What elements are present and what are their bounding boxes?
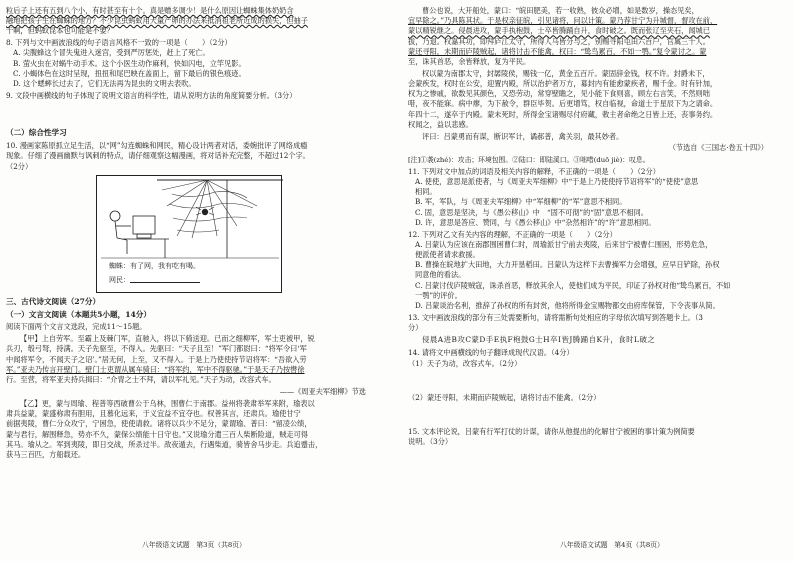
netizen-figure-icon: [110, 211, 131, 254]
netizen-dialogue: [109, 276, 200, 286]
q10-line: （2分）: [6, 161, 33, 171]
netizen-answer-blank[interactable]: [130, 276, 200, 283]
jia-source: ——《周亚夫军细柳》节选: [279, 386, 366, 396]
yi-cont-line: 宜早除之。”乃具陈其状。于是权亲征皖，引见诸将，问以计策。蒙乃荐甘宁为升城督，督攻在前，: [408, 16, 718, 26]
yi-cont2-line: 会蒙疾发，权时在公安，迎置内殿，所以治护者万方，募封内有能愈蒙疾者，赐千金。时有针加，: [408, 79, 718, 89]
yi-line: 肃兵益蒙，蒙盛称肃有胆用，且慕化远来，于义宜益不宜夺也。权善其言，还肃兵。瑜使甘宁: [6, 409, 301, 419]
q11-option: B. 军，军队，与《周亚夫军细柳》中“军细柳”的“军”意思不相同。: [415, 197, 627, 207]
yi-line: 蒙与君行，解围释急，势亦不久，蒙保公绩能十日守也。”又说瑜分遣三百人柴断险道，贼走可得: [6, 429, 308, 439]
yi-cont-line: 曹公也说，大开船处，蒙口：“皖田肥美，若一收熟，彼众必增，如是数岁，操态见矣，: [422, 6, 699, 15]
left-page-footer: 八年级语文试题 第3页（共8页）: [142, 541, 246, 549]
passage-yi: [6, 399, 388, 460]
q8-option-d: D. 这个蟋蟀长过去了，它们无法再为昆虫的文明去表吹。: [13, 79, 196, 89]
q15-line: 说明。（3分）: [408, 437, 453, 447]
jia-line: 中闻将军令，不闻天子之诏’。”居无何，上至，又不得入。于是上乃使使持节诏将军：“吾欲入劳: [6, 354, 307, 364]
intro-paragraph: [6, 6, 388, 37]
q15-line: 15. 文本评论说，吕蒙有行军打仗的计谋，请你从他提出的化解甘宁被困的事计策为例简要: [408, 426, 695, 436]
question-9: 9. 文段中画横线的句子体现了说明文语言的科学性，请从说明方法的角度简要分析。（3分）: [6, 90, 297, 100]
q12-stem: 12. 下列对乙文有关内容的理解，不正确的一项是（ ）（2分）: [408, 229, 617, 239]
q12-option: 一鹗”的评价。: [415, 290, 462, 300]
q12-option: A. 吕蒙认为应该在南郡围困曹仁时，周瑜派甘宁前去夷陵，后来甘宁被曹仁围困，形势危急，: [415, 239, 713, 249]
q11-stem: 11. 下列对文中加点的词语及相关内容的解释，不正确的一项是（ ）（2分）: [408, 166, 660, 176]
yi-cont-line: 至，诛其首恶，余皆释放，复为平民。: [408, 57, 531, 67]
yi-cont-line: 蒙以精锐继之。侵晨进攻，蒙手执枹鼓，士卒皆腾踊自升，食时破之。既而张辽至夹石，闻城已: [408, 26, 710, 36]
yi-line: 获马三百匹，方船载还。: [6, 450, 86, 460]
intro-line: 粒后子上还有五到八个小，有时甚至有十个。真是赠多调少！是什么原因让蜘蛛集体奶奶含: [6, 6, 294, 15]
q10-line: 现象。仔细了漫画幽默与讽刺的特点，请仔细观察这幅漫画，将对话补充完整，不超过12个字。: [6, 151, 310, 161]
cartoon-illustration: [96, 175, 282, 293]
yi-line: 【乙】更，蒙与周瑜、程普等西破曹公于乌林，围曹仁于南郡。益州将袭肃举军来附，瑜表以: [20, 399, 315, 408]
q8-option-b: B. 萤火虫在对蜗牛动手术。这个小医生动作麻利，快如闪电，立竿见影。: [13, 58, 246, 68]
passage-yi-comment: 评曰：吕蒙勇而有谋，断识军计，谲郝普，禽关羽，最其妙者。: [422, 131, 624, 141]
yi-cont2-line: 唶，夜不能寐。病中瘳，为下赦令，群臣毕贺。后更增笃，权自临视，命道士于星辰下为之请命。: [408, 99, 718, 109]
question-15: [408, 427, 790, 447]
yi-source: （节选自《三国志·卷五十四》）: [668, 143, 768, 153]
spider-dialogue: 蜘蛛：有了网，我有吃有喝。: [109, 261, 200, 270]
annotations: [注]①袭(zhé)：攻击；环境包围。②陆口：即陆溪口。③咄唶(duō jiè)：叹息。: [408, 155, 650, 164]
question-8: [6, 38, 388, 89]
q11-option: 相同。: [415, 187, 437, 197]
q11-option: A. 使使，意思是派使者，与《周亚夫军细柳》中“于是上乃使使持节诏将军”的“使使”意思: [415, 176, 699, 186]
yi-cont2-line: 权为之惨戚，欲数见其颜色，又恐劳动，常穿壁瞻之，见小能下食则喜，顾左右言笑，不然则咄: [408, 89, 710, 99]
left-column: [6, 6, 388, 536]
yi-cont-line: 拔，乃退。权嘉其功，即拜庐江太守，所得人马皆分与之，别赐寻阳屯田六百户，官属三十人。: [408, 36, 710, 46]
jia-line: 军。”亚夫乃传言开壁门。壁门士吏谓从属车骑曰：“将军约，军中不得驱驰。”于是天子乃按辔徐: [6, 364, 305, 374]
passage-yi-continued-2: [408, 69, 790, 130]
intro-line: 融地把孩子生在蜘蛛的地方？不少昆虫蚂蚁用大量产卵的办法来抵消祖老所近成的损失，但抽子: [6, 16, 308, 26]
right-page-footer: 八年级语文试题 第4页（共8页）: [560, 541, 664, 549]
jia-line: 兵刃，彀弓弩，持满。天子先驱至，不得入。先驱曰：“天子且至！”军门都尉曰：“将军令曰‘军: [6, 344, 307, 354]
passage-jia: [6, 334, 388, 385]
q10-line: 10. 漫画家陈原抓立足生活，以“网”勾连蜘蛛和网民，精心设计两者对话，委婉批评了网络成瘾: [6, 141, 308, 151]
passage-yi-continued: [408, 6, 790, 67]
question-14: 14. 请将文中画横线的句子翻译成现代汉语。（4分）: [408, 347, 574, 357]
q8-option-c: C. 小蝎体色在这时呈现，扭扭和尾巴映在盖面上，留下最后的银色痕迹。: [13, 68, 246, 78]
q14-2-answer-space[interactable]: [408, 405, 790, 427]
section-3-title: 三、古代诗文阅读（27分）: [6, 296, 101, 306]
question-13: [408, 313, 790, 346]
q14-part-1: （1）天子为动，改容式车。（2分）: [408, 359, 522, 369]
q12-option: 同意他的看法。: [415, 270, 466, 280]
q12-option: 便派使者请求救援。: [415, 249, 480, 259]
computer-icon: [133, 216, 155, 238]
q13-line: 13. 文中画波浪线的部分有三处需要断句，请将需断句处相应的字母依次填写到答题卡上。（3: [408, 312, 704, 322]
q8-option-a: A. 尖腹蜂这个冒失鬼进入迷宫，受到严厉惩处，赶上了死亡。: [13, 48, 210, 58]
q12-option: D. 吕蒙谈治名利，推辞了孙权的所有封赏，他将所得金宝赐物都交由府库保管，下令丧事从简。: [415, 301, 720, 311]
desk-icon: [123, 239, 169, 258]
yi-line: 前据夷陵，曹仁分众攻宁，宁困急，使使请救。诸将以兵少不足分，蒙谓瑜、普曰：“留凌公绩，: [6, 419, 312, 429]
q9-answer-space: [6, 102, 388, 124]
question-12: [408, 230, 790, 312]
yi-cont-line: 蒙还寻阳，未期而庐陵贼起，诸将讨击不能禽，权曰：“鸷鸟累百，不如一鹗。”复令蒙讨之。蒙: [408, 46, 707, 56]
q11-option: D. 许，意思是答应、赞同，与《愚公移山》中“杂然相许”的“许”意思相同。: [415, 217, 656, 227]
yi-cont2-line: 权以蒙为南郡太守，封孱陵侯，赐钱一亿，黄金五百斤。蒙固辞金钱，权不许。封爵未下，: [422, 68, 710, 78]
yi-line: 其马。瑜从之。军到夷陵，即日交战，所杀过半。敌夜遁去，行遇柴道，骑皆舍马步走。兵追蹙击，: [6, 439, 323, 449]
section-2-title: （二）综合性学习: [6, 128, 67, 138]
q12-option: C. 吕蒙讨伐庐陵贼寇，诛杀首恶，释放其余人，使他们成为平民，印证了孙权对他“鸷鸟累百，不如: [415, 280, 731, 290]
q11-option: C. 固，意思是坚决，与《愚公移山》中 “固不可彻”的“固”意思不相同。: [415, 207, 648, 217]
jia-line: 【甲】上自劳军。至霸上及棘门军，直驰入，将以下骑送迎。已而之细柳军，军士吏被甲，锐: [20, 334, 315, 344]
q13-sentence: 侵晨A进B攻C蒙D手E执F枹鼓G士H卒I皆J腾踊自K升，食时L破之: [422, 335, 656, 345]
q8-stem: 8. 下列与文中画波浪线的句子语言风格不一致的一项是（ ）（2分）: [6, 38, 232, 48]
question-11: [408, 167, 790, 228]
q14-part-2: （2）蒙还寻阳，未期而庐陵贼起，诸将讨击不能禽。（2分）: [408, 393, 601, 403]
q13-line: 分）: [408, 322, 423, 332]
yi-cont2-line: 年四十二，遂卒于内殿。蒙未死时，所得金宝诸赐尽付府藏，敕主者命绝之日皆上还，丧事务约。: [408, 109, 718, 119]
right-column: [408, 6, 790, 536]
jia-line: 行。至营，将军亚夫持兵揖曰：“介胄之士不拜，请以军礼见。”天子为动，改容式车。: [6, 375, 276, 385]
subsection-1-title: （一）文言文阅读（本题共5小题，14分）: [6, 309, 151, 319]
q12-option: B. 曹操在皖地扩大田地，大力开垦稻田。吕蒙认为这样下去曹操军力会增强，应早日铲除，孙权: [415, 260, 720, 270]
subsection-1-intro: 阅读下面两个文言文选段，完成11～15题。: [6, 322, 147, 332]
spider-web-icon: [162, 180, 257, 238]
question-10: [6, 141, 388, 172]
yi-cont2-line: 权闻之，益以悲感。: [408, 119, 473, 129]
netizen-label: 网民：: [109, 275, 130, 284]
intro-line: 干啊，但蚂蚁昆本也可能是不要？: [6, 26, 114, 36]
q14-1-answer-space[interactable]: [408, 371, 790, 393]
